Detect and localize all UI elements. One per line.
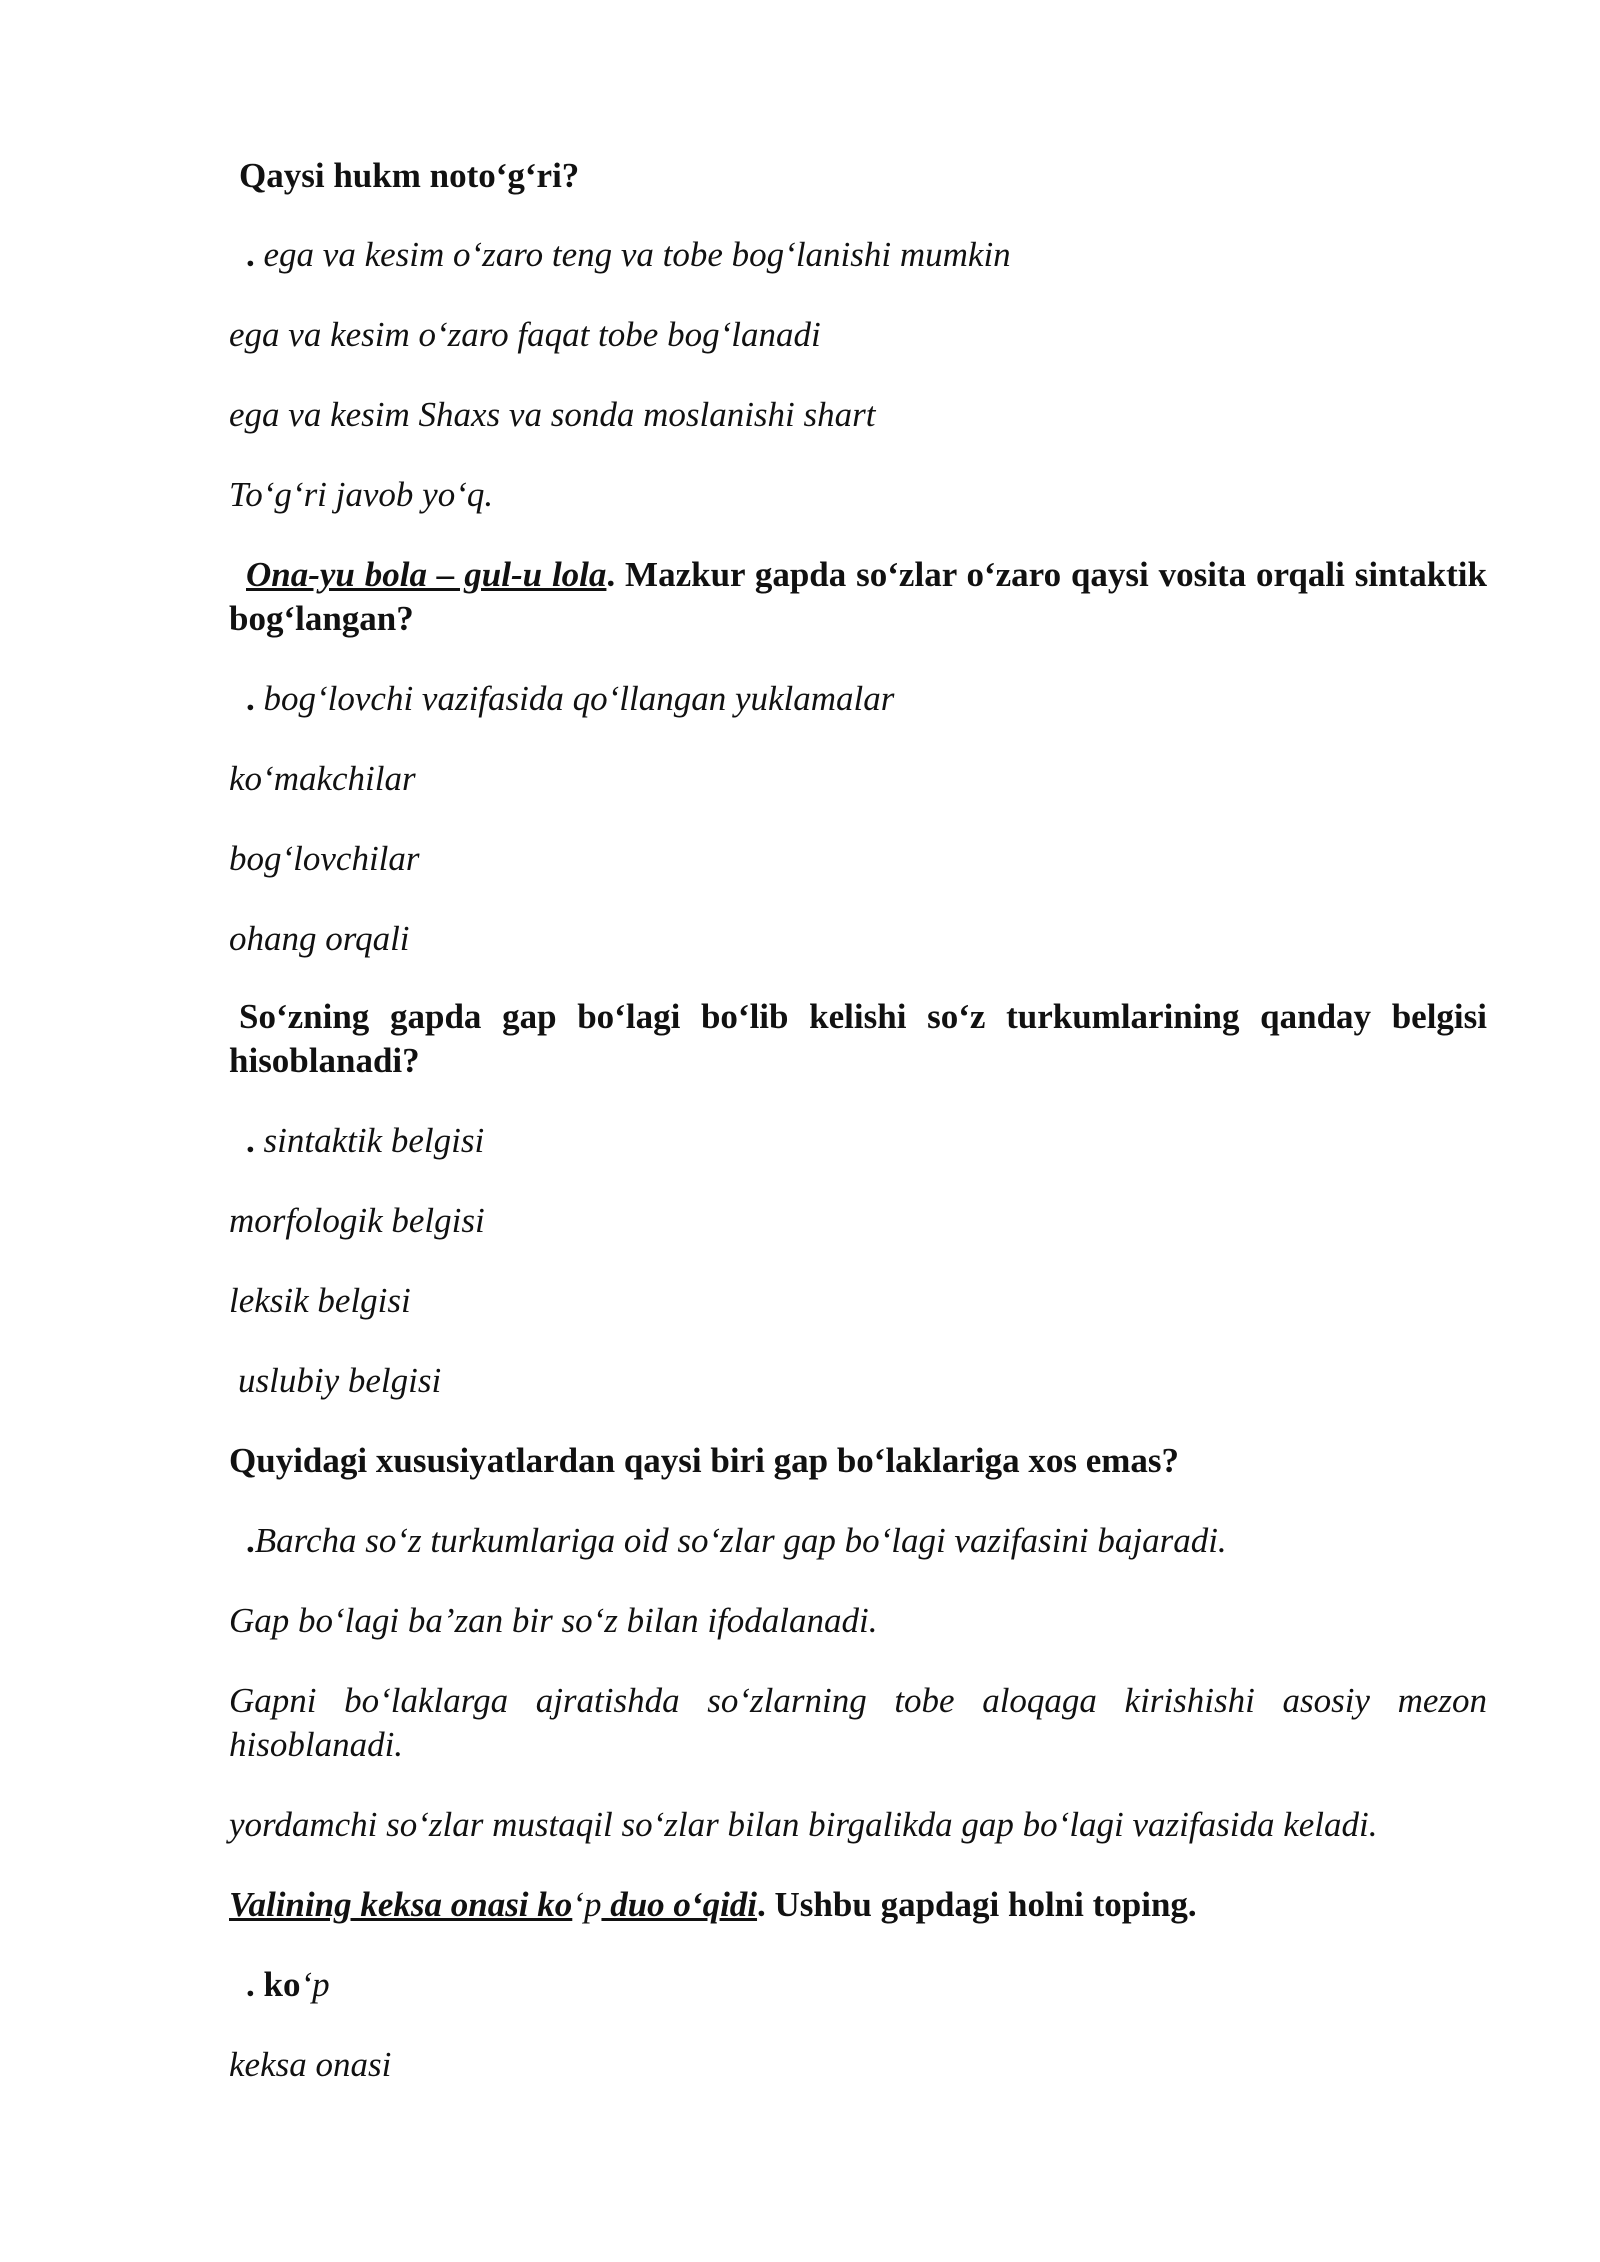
option-text: leksik belgisi <box>229 1281 411 1320</box>
question-3-text: So‘zning gapda gap bo‘lagi bo‘lib kelishi so‘z turkumlarining qanday belgisi hisoblanadi? <box>229 997 1487 1080</box>
option-text: uslubiy belgisi <box>238 1361 442 1400</box>
option-text-bold: ko <box>263 1965 301 2004</box>
question-1-option-1 <box>229 233 1504 277</box>
option-text: ega va kesim o‘zaro faqat tobe bog‘lanadi <box>229 315 821 354</box>
question-5 <box>229 1883 1487 1927</box>
question-2-option-2 <box>229 757 1487 801</box>
question-5-option-2 <box>229 2043 1487 2087</box>
question-1-option-3 <box>229 393 1487 437</box>
question-2-text: . Mazkur gapda so‘zlar o‘zaro qaysi vosita orqali sintaktik bog‘langan? <box>229 555 1487 638</box>
question-3-option-2 <box>229 1199 1487 1243</box>
question-5-text: . Ushbu gapdagi holni toping. <box>757 1885 1197 1924</box>
option-text: sintaktik belgisi <box>263 1121 485 1160</box>
option-text: Gap bo‘lagi ba’zan bir so‘z bilan ifodalanadi. <box>229 1601 878 1640</box>
option-text: keksa onasi <box>229 2045 392 2084</box>
question-5-quote-part-3: duo o‘qidi <box>601 1885 758 1924</box>
question-5-option-1 <box>229 1963 1504 2007</box>
option-text: Barcha so‘z turkumlariga oid so‘zlar gap bo‘lagi vazifasini bajaradi. <box>254 1521 1227 1560</box>
question-4 <box>229 1439 1487 1483</box>
question-3-option-4 <box>229 1359 1496 1403</box>
answer-marker: . <box>246 679 255 718</box>
question-4-text: Quyidagi xususiyatlardan qaysi biri gap bo‘laklariga xos emas? <box>229 1441 1180 1480</box>
option-text: yordamchi so‘zlar mustaqil so‘zlar bilan birgalikda gap bo‘lagi vazifasida keladi. <box>229 1805 1378 1844</box>
option-text: bog‘lovchilar <box>229 839 420 878</box>
option-text-italic: ‘p <box>300 1965 330 2004</box>
option-text: ega va kesim Shaxs va sonda moslanishi shart <box>229 395 876 434</box>
question-3 <box>229 995 1487 1083</box>
answer-marker: . <box>246 1121 255 1160</box>
question-1 <box>229 154 1497 198</box>
option-text: ohang orqali <box>229 919 410 958</box>
question-4-option-3 <box>229 1679 1487 1767</box>
question-2-option-4 <box>229 917 1487 961</box>
answer-marker: . <box>246 1521 255 1560</box>
question-3-option-3 <box>229 1279 1487 1323</box>
option-text: morfologik belgisi <box>229 1201 485 1240</box>
question-1-option-2 <box>229 313 1487 357</box>
question-2-option-1 <box>229 677 1504 721</box>
option-text: bog‘lovchi vazifasida qo‘llangan yuklamalar <box>263 679 895 718</box>
question-2-option-3 <box>229 837 1487 881</box>
option-text: ega va kesim o‘zaro teng va tobe bog‘lanishi mumkin <box>263 235 1011 274</box>
answer-marker: . <box>246 1965 255 2004</box>
option-text: Gapni bo‘laklarga ajratishda so‘zlarning tobe aloqaga kirishishi asosiy mezon hisoblanadi. <box>229 1681 1487 1764</box>
question-4-option-2 <box>229 1599 1487 1643</box>
option-text: ko‘makchilar <box>229 759 416 798</box>
answer-marker: . <box>246 235 255 274</box>
question-4-option-4 <box>229 1803 1487 1847</box>
question-4-option-1 <box>229 1519 1504 1563</box>
question-5-quote-part-2: ‘p <box>572 1885 602 1924</box>
question-2-quote: Ona-yu bola – gul-u lola <box>246 555 607 594</box>
question-3-option-1 <box>229 1119 1504 1163</box>
question-1-text: Qaysi hukm noto‘g‘ri? <box>239 156 580 195</box>
question-2 <box>229 553 1487 641</box>
option-text: To‘g‘ri javob yo‘q. <box>229 475 494 514</box>
question-1-option-4 <box>229 473 1487 517</box>
question-5-quote-part-1: Valining keksa onasi ko <box>229 1885 573 1924</box>
